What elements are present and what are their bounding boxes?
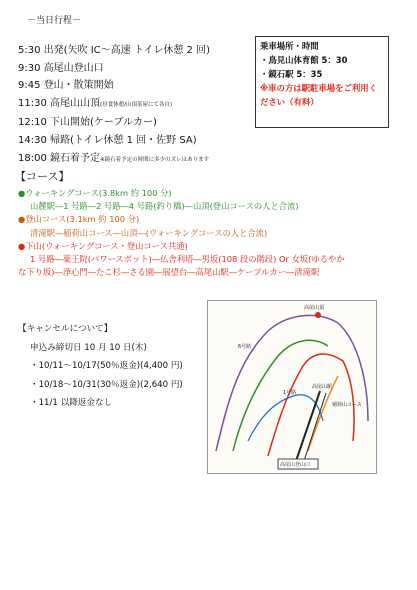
schedule-time: 14:30: [18, 134, 47, 146]
schedule-time: 5:30: [18, 45, 41, 56]
schedule-row: [18, 114, 210, 132]
trail-map: [207, 300, 377, 474]
course-section: [18, 187, 345, 279]
schedule-time: 12:10: [18, 117, 47, 129]
pickup-title: 乗車場所・時間: [260, 41, 319, 51]
schedule-text: 高尾山登山口: [43, 62, 104, 74]
cancel-heading: 【キャンセルについて】: [18, 324, 113, 334]
climbing-course-title: ●登山コース(3.1km 約 100 分): [18, 214, 140, 225]
schedule-list: [18, 42, 210, 169]
trail-map-drawing: [208, 301, 376, 473]
course-heading: 【コース】: [15, 170, 70, 183]
map-start-label: 高尾山登山口: [280, 462, 311, 468]
map-trail-label: 6号路: [238, 344, 252, 350]
schedule-note: (昼食休憩/山頂茶屋にて各自): [100, 101, 173, 108]
schedule-time: 18:00: [18, 152, 47, 164]
pickup-box: [255, 36, 389, 128]
descent-course-title: ●下山(ウォーキングコース・登山コース共通): [18, 240, 188, 251]
schedule-row: [18, 95, 210, 115]
schedule-time: 11:30: [18, 97, 47, 109]
schedule-heading: －当日行程－: [27, 16, 82, 26]
schedule-row: [18, 132, 210, 150]
map-summit-label: 高尾山頂: [304, 305, 325, 311]
cancel-fee: ・10/11～10/17(50％返金)(4,400 円): [30, 361, 183, 372]
cancel-fee: ・10/18～10/31(30％返金)(2,640 円): [30, 379, 183, 390]
schedule-text: 出発(矢吹 IC～高速 トイレ休憩 2 回): [43, 45, 210, 56]
pickup-notice: ※車の方は駅駐車場をご利用ください（有料）: [260, 83, 378, 107]
map-station-label: 高尾山駅: [312, 384, 333, 390]
schedule-time: 9:45: [18, 80, 41, 92]
walking-course-title: ●ウォーキングコース(3.8km 約 100 分): [18, 188, 172, 198]
schedule-text: 登山・散策開始: [43, 80, 114, 92]
schedule-row: [18, 60, 210, 78]
schedule-text: 鏡石着予定: [50, 152, 101, 164]
schedule-row: [18, 150, 210, 170]
schedule-text: 高尾山山頂: [50, 97, 101, 109]
schedule-text: 下山開始(ケーブルカー): [50, 117, 157, 129]
schedule-row: [18, 77, 210, 95]
pickup-place: ・鏡石駅 5：35: [260, 69, 323, 79]
descent-course-route: 1 号路―薬王院(パワースポット)―仏舎利塔―男坂(108 段の階段) Or 女坂(ゆるやか: [30, 254, 345, 265]
walking-course-route: 山麓駅―1 号路―2 号路―4 号路(釣り橋)―山頂(登山コースの人と合流): [30, 201, 299, 212]
climbing-course-route: 清滝駅―稲荷山コース―山頂―(ウォーキングコースの人と合流): [30, 227, 268, 238]
cancel-deadline: 申込み締切日 10 月 10 日(木): [30, 342, 147, 353]
map-trail-label: 稲荷山コース: [332, 402, 362, 408]
schedule-note: ※鏡石着予定の時間に多少のズレはあります: [100, 156, 210, 163]
descent-course-route: な下り坂)―浄心門―たこ杉―さる園―展望台―高尾山駅―ケーブルカー―清滝駅: [18, 267, 320, 278]
pickup-place: ・鳥見山体育館 5：30: [260, 55, 348, 65]
schedule-text: 帰路(トイレ休憩 1 回・佐野 SA): [50, 134, 197, 146]
cancel-section: [18, 320, 183, 413]
schedule-time: 9:30: [18, 62, 41, 74]
cancel-fee: ・11/1 以降返金なし: [30, 398, 113, 409]
map-trail-label: 1号路: [283, 390, 297, 396]
schedule-row: [18, 42, 210, 60]
